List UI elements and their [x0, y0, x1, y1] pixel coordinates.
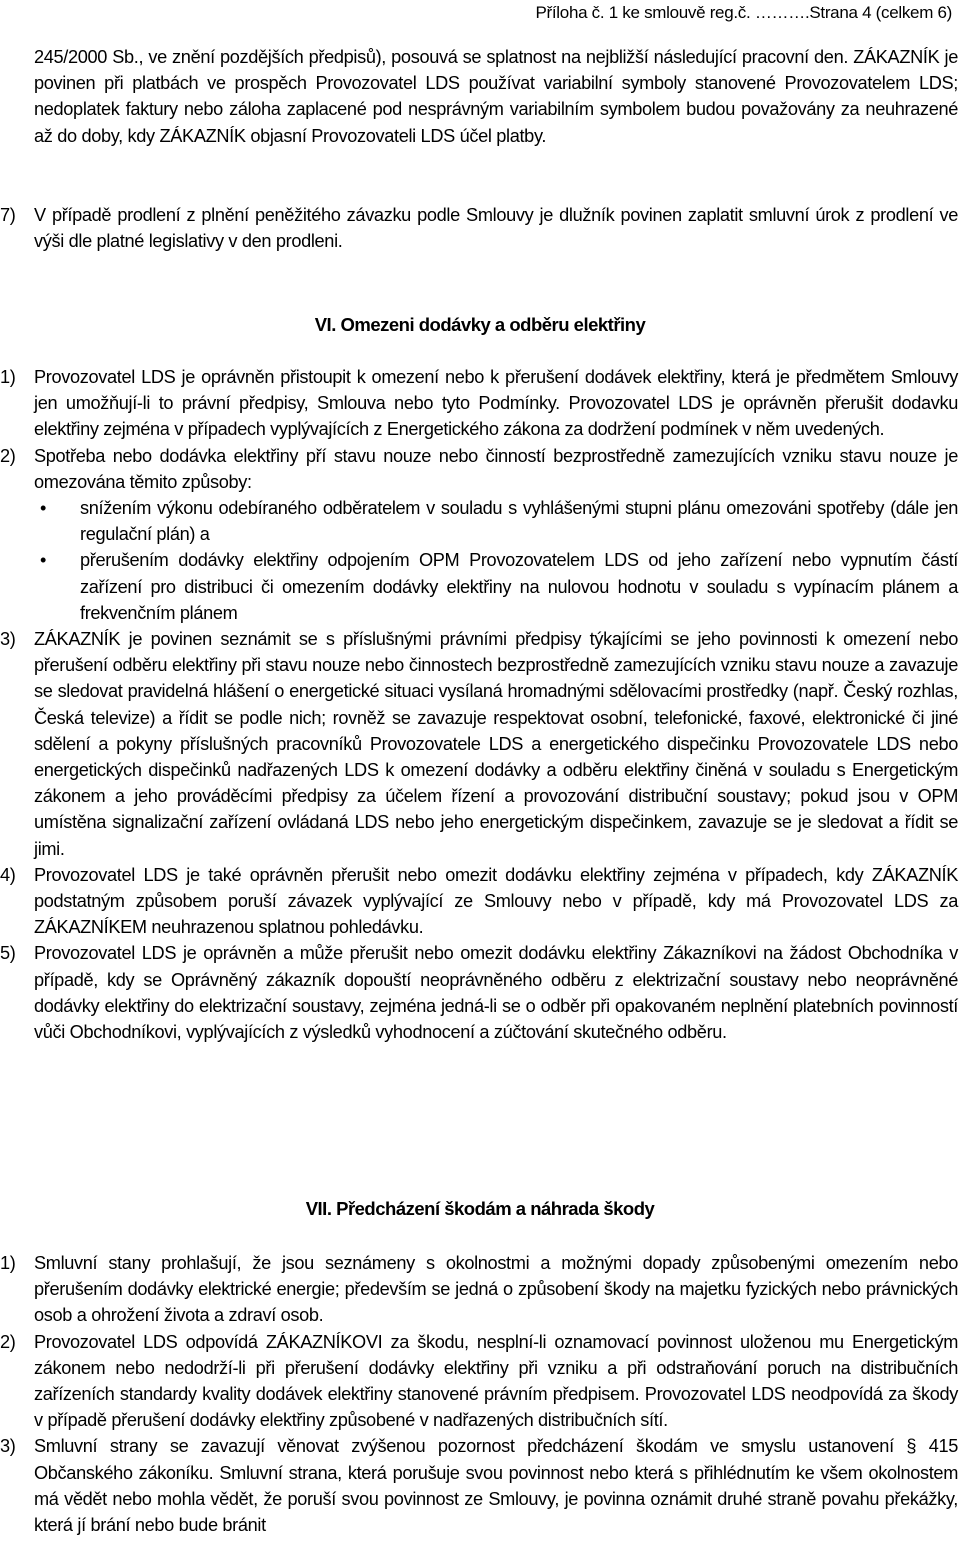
section-vi-list: [0, 364, 958, 1045]
list-item: [0, 626, 958, 862]
list-number: 2): [0, 445, 16, 466]
bullet-icon: •: [40, 550, 47, 571]
list-number: 1): [0, 1253, 16, 1273]
list-item: [0, 364, 958, 443]
list-number: 1): [0, 367, 16, 387]
bullet-item: [0, 547, 958, 626]
list-number: 4): [0, 864, 16, 885]
list-item: [0, 443, 958, 495]
section-vii-list: [0, 1250, 958, 1538]
list-item: [0, 940, 958, 1045]
list-item: [0, 1329, 958, 1434]
list-text: Provozovatel LDS je oprávněn přistoupit k omezení nebo k přerušení dodávek elektřiny, která je předmětem Smlouvy jen umožňují-li to právní předpisy, Smlouva nebo tyto Podmínky. Provozovatel LDS je oprávněn přerušit dodavku elektřiny zejména v případech vyplývajících z Energetického zákona za dodržení podmínek v něm uvedených.: [34, 367, 958, 440]
list-number: 5): [0, 943, 16, 964]
list-text: Smluvní strany se zavazují věnovat zvýšenou pozornost předcházení škodám ve smyslu ustanovení § 415 Občanského zákoníku. Smluvní strana, která porušuje svou povinnost nebo která s přihlédnutím ke všem okolnostem má vědět nebo mohla vědět, že poruší svou povinnost ze Smlouvy, je povinna oznámit druhé straně povahu překážky, která jí brání nebo bude bránit: [34, 1436, 958, 1536]
list-item: [0, 862, 958, 941]
continuation-paragraph: 245/2000 Sb., ve znění pozdějších předpisů), posouvá se splatnost na nejbližší následující pracovní den. ZÁKAZNÍK je povinen při platbách ve prospěch Provozovatel LDS používat variabilní symboly stanovené Provozovatelem LDS; nedoplatek faktury nebo záloha zaplacené pod nesprávným variabilním symbolem budou považovány za neuhrazené až do doby, kdy ZÁKAZNÍK objasní Provozovateli LDS účel platby.: [34, 47, 958, 146]
section-heading-vi: VI. Omezeni dodávky a odběru elektřiny: [314, 314, 646, 335]
bullet-text: snížením výkonu odebíraného odběratelem v souladu s vyhlášenými stupni plánu omezováni spotřeby (dále jen regulační plán) a: [80, 498, 958, 545]
list-text: Smluvní stany prohlašují, že jsou seznámeny s okolnostmi a možnými dopady způsobenými omezením nebo přerušením dodávky elektrické energie; především se jedná o způsobení škody na majetku fyzických nebo právnických osob a ohrožení života a zdraví osob.: [34, 1253, 958, 1326]
list-text: Provozovatel LDS je oprávněn a může přerušit nebo omezit dodávku elektřiny Zákazníkovi na žádost Obchodníka v případě, kdy se Oprávněný zákazník dopouští neoprávněného odběru z elektrizační soustavy nebo neoprávněné dodávky elektřiny do elektrizační soustavy, zejména jedná-li se o odběr při opakovaném neplnění platebních povinností vůči Obchodníkovi, vyplývajících z výsledků vyhodnocení a zúčtování skutečného odběru.: [34, 943, 958, 1043]
list-text: Provozovatel LDS odpovídá ZÁKAZNÍKOVI za škodu, nesplní-li oznamovací povinnost uloženou mu Energetickým zákonem nebo nedodrží-li při přerušení dodávky elektřiny při vzniku a při odstraňování poruch na distribučních zařízeních standardy kvality dodávek elektřiny stanovené právním předpisem. Provozovatel LDS neodpovídá za škody v případě přerušení dodávky elektřiny způsobené v nadřazených distribučních sítí.: [34, 1331, 958, 1431]
section-heading-vii: VII. Předcházení škodám a náhrada škody: [305, 1198, 655, 1219]
bullet-item: [0, 495, 958, 547]
list-text: ZÁKAZNÍK je povinen seznámit se s příslušnými právními předpisy týkajícími se jeho povinnosti k omezení nebo přerušení odběru elektřiny při stavu nouze nebo činnostech bezprostředně zamezujících vzniku stavu nouze a zavazuje se sledovat pravidelná hlášení o energetické situaci vysílaná hromadnými sdělovacími prostředky (např. Český rozhlas, Česká televize) a řídit se podle nich; rovněž se zavazuje respektovat osobní, telefonické, faxové, elektronické či jiné sdělení a pokyny příslušných pracovníků Provozovatele LDS a energetického dispečinku Provozovatele LDS nebo energetických dispečinků nadřazených LDS k omezení dodávky a odběru elektřiny činěná v souladu s Energetickým zákonem a jeho prováděcími předpisy za účelem řízení a provozování distribuční soustavy; pokud jsou v OPM umístěna signalizační zařízení ovládaná LDS nebo jeho energetickým dispečinkem, zavazuje se je sledovat a řídit se jimi.: [34, 629, 958, 859]
bullet-icon: •: [40, 498, 47, 519]
list-text: V případě prodlení z plnění peněžitého závazku podle Smlouvy je dlužník povinen zaplatit smluvní úrok z prodlení ve výši dle platné legislativy v den prodleni.: [34, 205, 958, 252]
list-number: 3): [0, 629, 16, 650]
list-number: 3): [0, 1436, 16, 1457]
page-header: Příloha č. 1 ke smlouvě reg.č. ……….Strana 4 (celkem 6): [535, 3, 952, 22]
list-text: Spotřeba nebo dodávka elektřiny pří stavu nouze nebo činností bezprostředně zamezujících vzniku stavu nouze je omezována těmito způsoby:: [34, 445, 958, 492]
list-item: [0, 1433, 958, 1538]
list-item-7: [0, 202, 958, 254]
list-number: 2): [0, 1331, 16, 1352]
list-item: [0, 1250, 958, 1329]
list-number: 7): [0, 205, 16, 225]
bullet-text: přerušením dodávky elektřiny odpojením OPM Provozovatelem LDS od jeho zařízení nebo vypnutím částí zařízení pro distribuci či omezením dodávky elektřiny na nulovou hodnotu v souladu s vypínacím plánem a frekvenčním plánem: [80, 550, 958, 623]
list-text: Provozovatel LDS je také oprávněn přerušit nebo omezit dodávku elektřiny zejména v případech, kdy ZÁKAZNÍK podstatným způsobem poruší závazek vyplývající ze Smlouvy nebo v případě, kdy má Provozovatel LDS za ZÁKAZNÍKEM neuhrazenou splatnou pohledávku.: [34, 864, 958, 938]
